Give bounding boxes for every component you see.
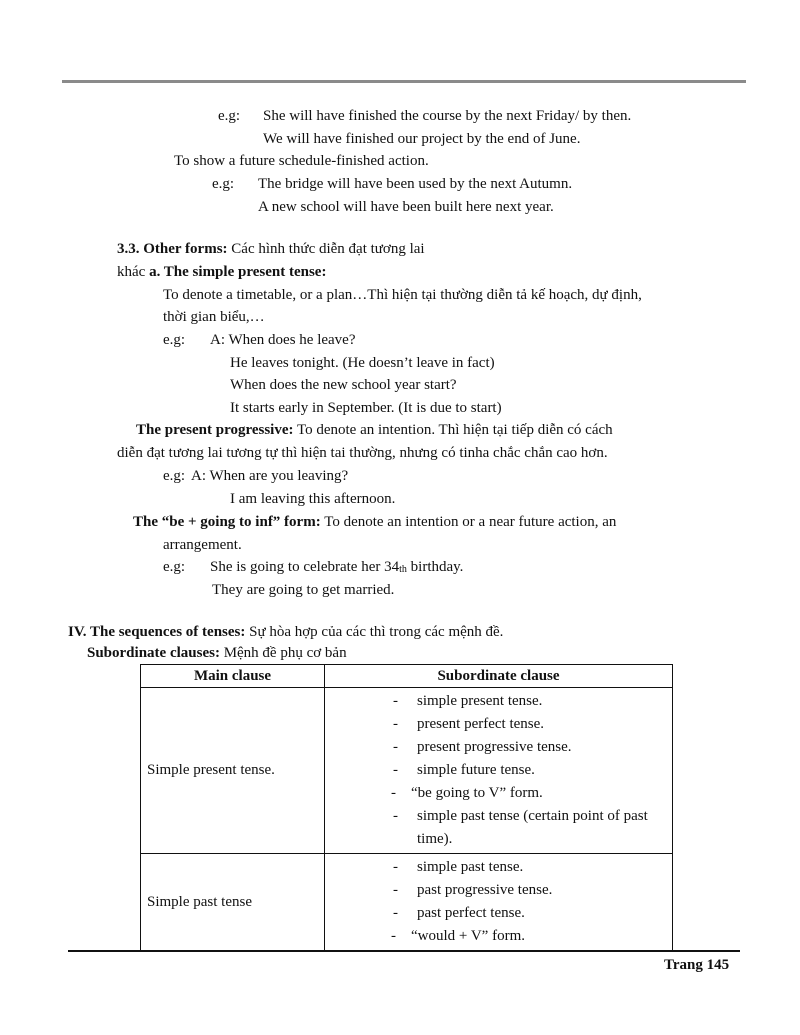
paragraph-line: To denote a timetable, or a plan…Thì hiện tại thường diễn tả kế hoạch, dự định, <box>163 287 642 303</box>
list-item: - “would + V” form. <box>391 928 525 944</box>
list-item-text: simple past tense (certain point of past time). <box>417 808 648 847</box>
other-forms-heading <box>117 239 425 259</box>
list-item: - simple past tense. <box>393 859 524 875</box>
column-header: Main clause <box>141 665 325 688</box>
example-line: When does the new school year start? <box>230 377 457 393</box>
example-text: The bridge will have been used by the next Autumn. <box>258 176 573 192</box>
continuation-text: khác <box>117 264 146 280</box>
example-line <box>218 106 631 126</box>
list-item: - “be going to V” form. <box>391 785 543 801</box>
sequences-heading <box>68 622 503 642</box>
list-item: - simple past tense (certain point of past time). <box>393 808 648 847</box>
heading-bold: The “be + going to inf” form: <box>133 514 321 530</box>
example-line: He leaves tonight. (He doesn’t leave in fact) <box>230 355 495 371</box>
list-item: - present progressive tense. <box>393 739 572 755</box>
paragraph-line: thời gian biểu,… <box>163 309 265 325</box>
schedule-intro: To show a future schedule-finished action. <box>174 153 429 169</box>
example-line <box>163 557 463 579</box>
example-text: A: When does he leave? <box>210 332 356 348</box>
heading-bold: The present progressive: <box>136 422 294 438</box>
header-rule <box>62 80 746 83</box>
paragraph-line: diễn đạt tương lai tương tự thì hiện tai thường, nhưng có tinha chắc chắn cao hơn. <box>117 445 608 461</box>
table-header-row <box>141 665 673 688</box>
heading-bold: a. The simple present tense: <box>149 264 327 280</box>
eg-label: e.g: <box>163 468 186 484</box>
example-line <box>163 330 356 350</box>
heading-text: Sự hòa hợp của các thì trong các mệnh đề. <box>249 624 504 640</box>
list-item: - simple present tense. <box>393 693 543 709</box>
clause-list <box>325 690 668 851</box>
list-item-text: simple future tense. <box>417 762 535 778</box>
example-line: It starts early in September. (It is due to start) <box>230 400 502 416</box>
main-clause-cell: Simple present tense. <box>141 688 325 854</box>
list-item-text: simple past tense. <box>417 859 524 875</box>
example-text: birthday. <box>406 559 464 575</box>
eg-label: e.g: <box>212 176 235 192</box>
example-line <box>212 174 572 194</box>
tense-sequence-table <box>140 664 673 951</box>
ordinal-suffix: th <box>399 564 407 575</box>
list-item: - past perfect tense. <box>393 905 525 921</box>
paragraph-line: arrangement. <box>163 537 242 553</box>
progressive-heading <box>136 420 613 440</box>
simple-present-heading <box>117 262 326 282</box>
list-item-text: past progressive tense. <box>417 882 553 898</box>
clause-list <box>325 856 668 948</box>
page-number: Trang 145 <box>664 957 730 973</box>
list-item-text: present perfect tense. <box>417 716 545 732</box>
example-line: I am leaving this afternoon. <box>230 491 396 507</box>
list-item: - past progressive tense. <box>393 882 553 898</box>
heading-bold: Subordinate clauses: <box>87 645 220 661</box>
table-row <box>141 854 673 951</box>
example-line: A new school will have been built here next year. <box>258 199 554 215</box>
example-text: She is going to celebrate her 34 <box>210 559 400 575</box>
heading-text: Các hình thức diễn đạt tương lai <box>231 241 425 257</box>
heading-bold: 3.3. Other forms: <box>117 241 228 257</box>
paragraph-text: To denote an intention. Thì hiện tại tiếp diễn có cách <box>296 422 613 438</box>
subordinate-clause-cell <box>325 854 673 951</box>
eg-label: e.g: <box>163 559 186 575</box>
example-line: They are going to get married. <box>212 582 395 598</box>
footer-rule <box>68 950 740 952</box>
list-item-text: “be going to V” form. <box>411 785 543 801</box>
list-item: - present perfect tense. <box>393 716 545 732</box>
list-item-text: simple present tense. <box>417 693 543 709</box>
paragraph-text: To denote an intention or a near future action, an <box>324 514 617 530</box>
main-clause-cell: Simple past tense <box>141 854 325 951</box>
list-item-text: past perfect tense. <box>417 905 525 921</box>
example-text: She will have finished the course by the next Friday/ by then. <box>263 108 632 124</box>
example-line <box>163 466 348 486</box>
heading-bold: IV. The sequences of tenses: <box>68 624 246 640</box>
going-to-heading <box>133 512 616 532</box>
column-header: Subordinate clause <box>325 665 673 688</box>
eg-label: e.g: <box>218 108 241 124</box>
subordinate-heading <box>87 643 347 663</box>
list-item: - simple future tense. <box>393 762 535 778</box>
list-item-text: present progressive tense. <box>417 739 572 755</box>
list-item-text: “would + V” form. <box>411 928 525 944</box>
eg-label: e.g: <box>163 332 186 348</box>
example-line: We will have finished our project by the end of June. <box>263 131 581 147</box>
subordinate-clause-cell <box>325 688 673 854</box>
heading-text: Mệnh đề phụ cơ bản <box>223 645 347 661</box>
example-text: A: When are you leaving? <box>191 468 349 484</box>
table-row <box>141 688 673 854</box>
